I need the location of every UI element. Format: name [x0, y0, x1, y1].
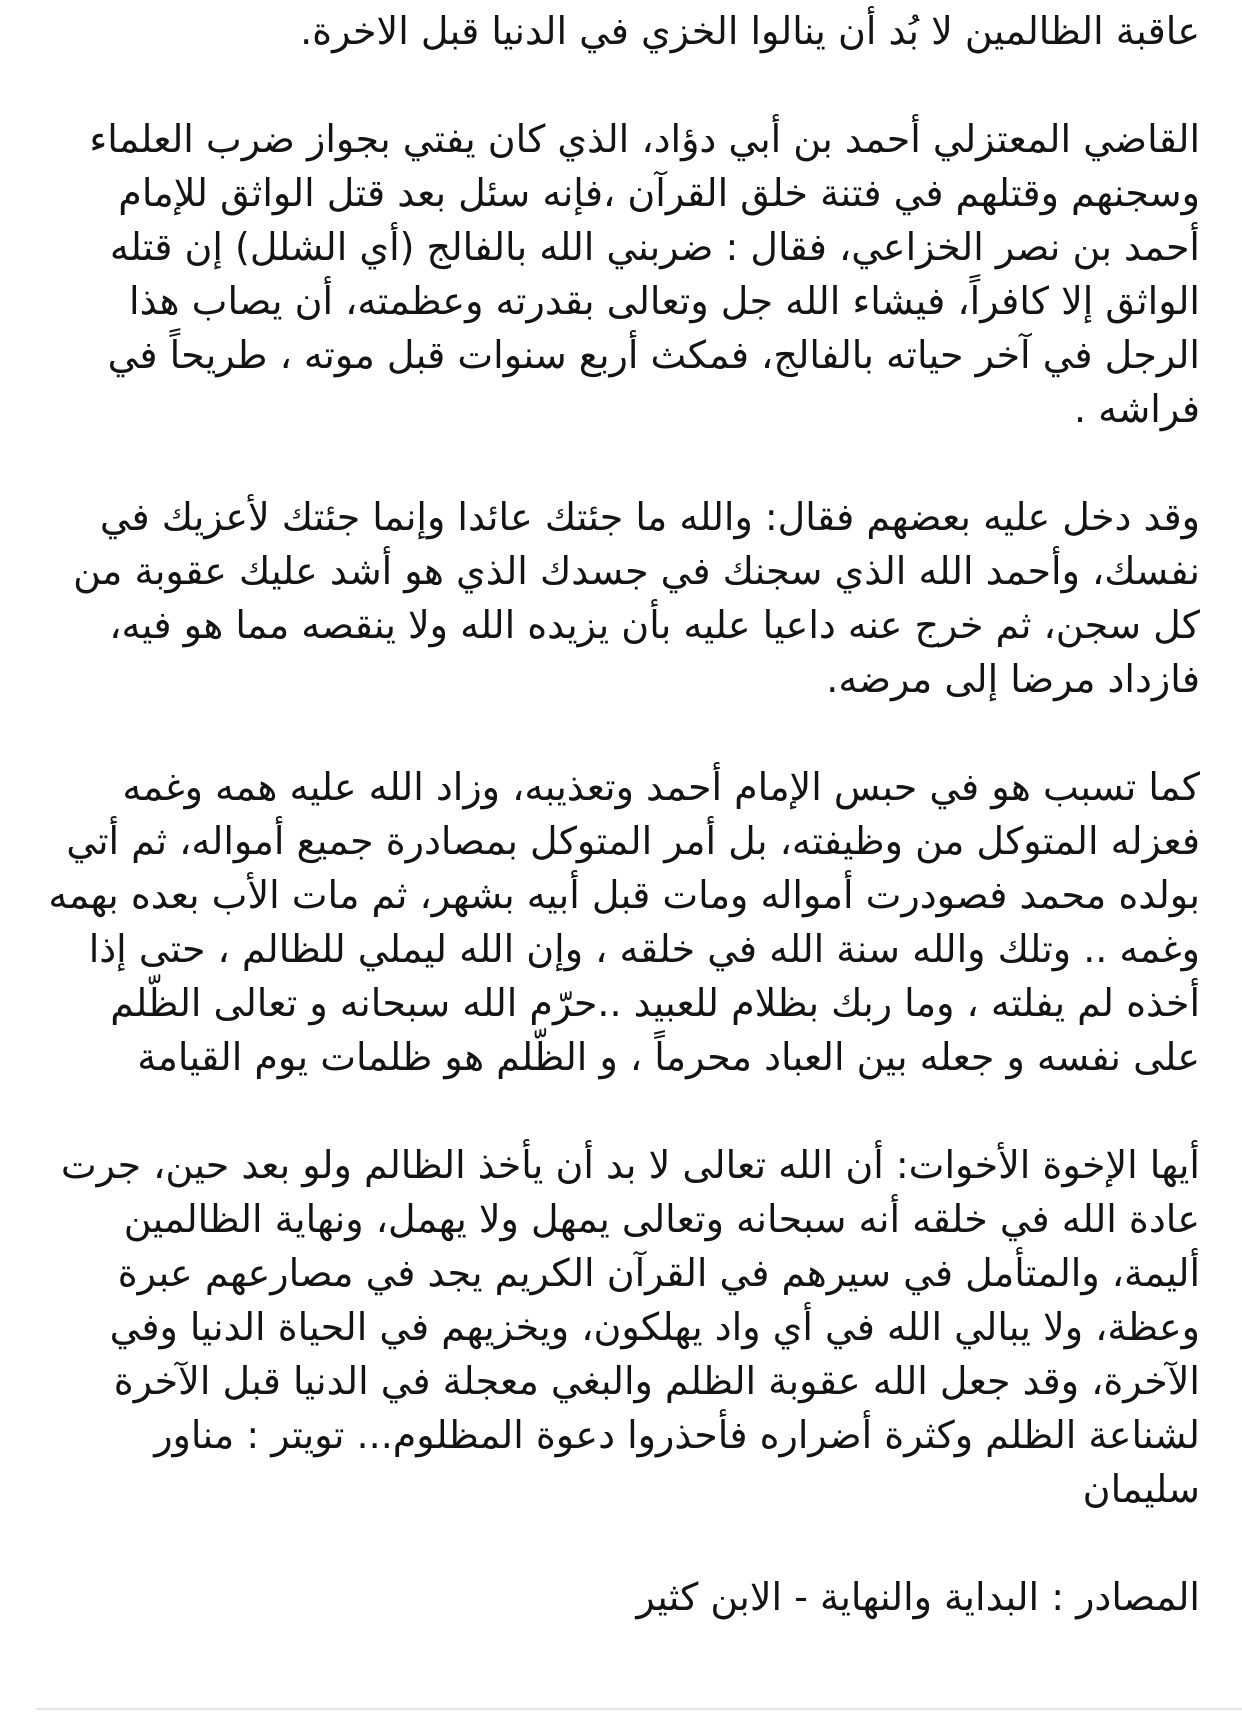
post-body-text: عاقبة الظالمين لا بُد أن ينالوا الخزي في الدنيا قبل الاخرة. القاضي المعتزلي أحمد بن أبي دؤاد، الذي كان يفتي بجواز ضرب العلماء وسجنهم وقتلهم في فتنة خلق القرآن ،فإنه سئل بعد قتل الواثق للإمام أحمد بن نصر الخزاعي، فقال : ضربني الله بالفالج (أي الشلل) إن قتله الواثق إلا كافراً، فيشاء الله جل وتعالى بقدرته وعظمته، أن يصاب هذا الرجل في آخر حياته بالفالج، فمكث أربع سنوات قبل موته ، طريحاً في فراشه . وقد دخل عليه بعضهم فقال: والله ما جئتك عائدا وإنما جئتك لأعزيك في نفسك، وأحمد الله الذي سجنك في جسدك الذي هو أشد عليك عقوبة من كل سجن، ثم خرج عنه داعيا عليه بأن يزيده الله ولا ينقصه مما هو فيه، فازداد مرضا إلى مرضه. كما تسبب هو في حبس الإمام أحمد وتعذيبه، وزاد الله عليه همه وغمه فعزله المتوكل من وظيفته، بل أمر المتوكل بمصادرة جميع أمواله، ثم أتي بولده محمد فصودرت أمواله ومات قبل أبيه بشهر، ثم مات الأب بعده بهمه وغمه .. وتلك والله سنة الله في خلقه ، وإن الله ليملي للظالم ، حتى إذا أخذه لم يفلته ، وما ربك بظلام للعبيد ..حرّم الله سبحانه و تعالى الظّلم على نفسه و جعله بين العباد محرماً ، و الظّلم هو ظلمات يوم القيامة أيها الإخوة الأخوات: أن الله تعالى لا بد أن يأخذ الظالم ولو بعد حين، جرت عادة الله في خلقه أنه سبحانه وتعالى يمهل ولا يهمل، ونهاية الظالمين أليمة، والمتأمل في سيرهم في القرآن الكريم يجد في مصارعهم عبرة وعظة، ولا يبالي الله في أي واد يهلكون، ويخزيهم في الحياة الدنيا وفي الآخرة، وقد جعل الله عقوبة الظلم والبغي معجلة في الدنيا قبل الآخرة لشناعة الظلم وكثرة أضراره فأحذروا دعوة المظلوم... تويتر : مناور سليمان المصادر : البداية والنهاية - الابن كثير [48, 9, 1200, 1619]
bottom-divider [36, 1708, 1242, 1710]
